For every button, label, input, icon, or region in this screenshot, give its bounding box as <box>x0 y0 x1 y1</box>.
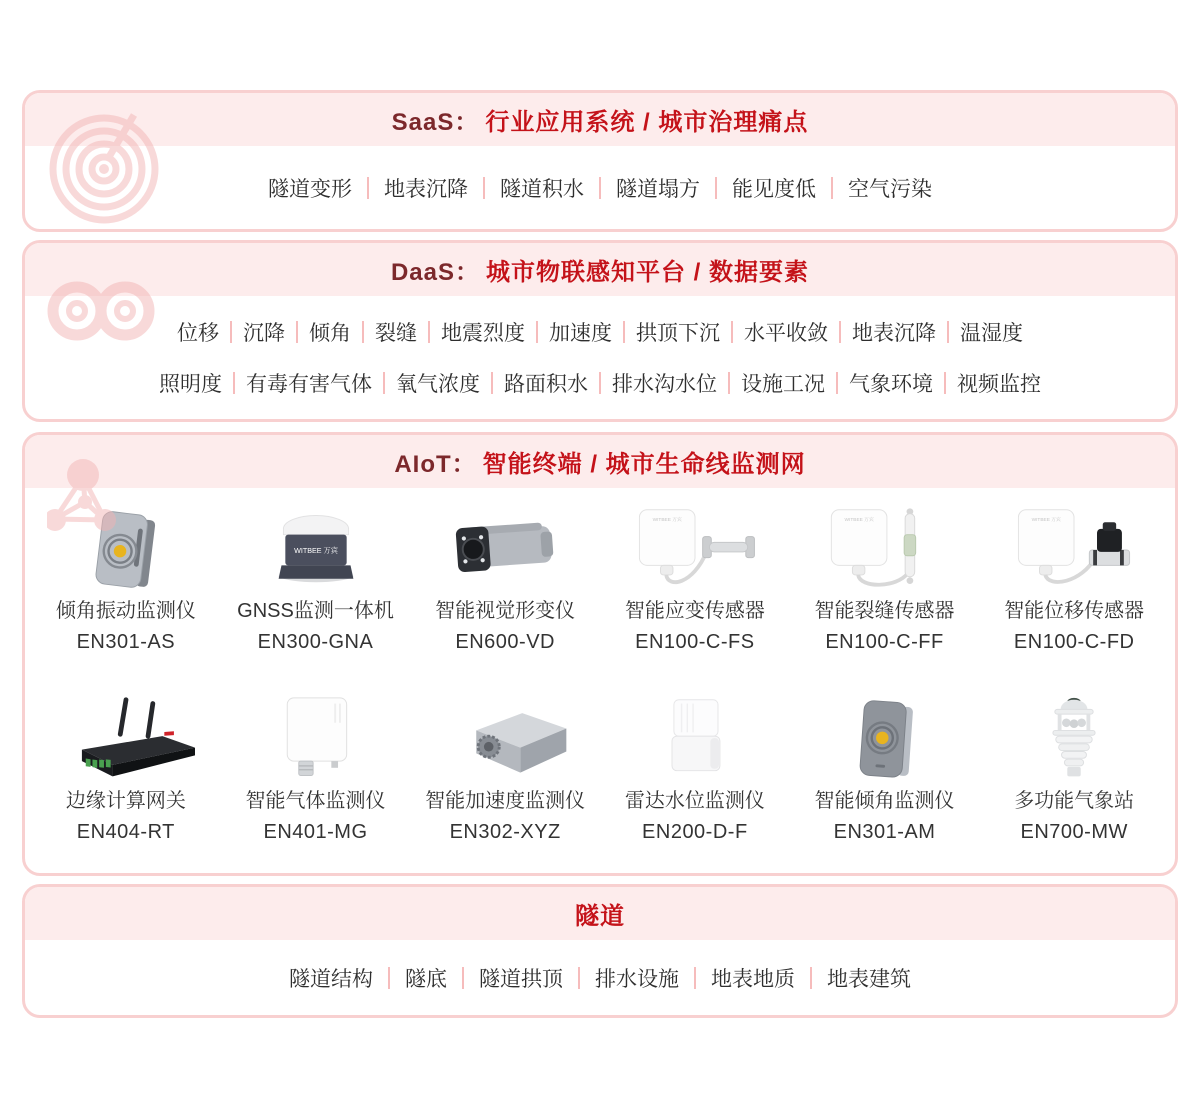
product-name: 多功能气象站 <box>1014 790 1135 812</box>
data-element-item: 加速度 <box>549 322 612 345</box>
product-name: 倾角振动监测仪 <box>55 600 196 622</box>
product-model: EN600-VD <box>455 631 555 653</box>
product-name: 智能应变传感器 <box>624 600 765 622</box>
daas-header-band <box>25 243 1175 296</box>
data-element-item: 拱顶下沉 <box>636 322 720 345</box>
pain-point-item: 隧道积水 <box>500 177 584 201</box>
aiot-title-prefix: AIoT： <box>394 451 477 478</box>
aiot-header-band <box>25 435 1175 488</box>
saas-title <box>392 102 809 137</box>
product-model: EN100-C-FF <box>825 631 944 653</box>
product-card <box>979 502 1169 658</box>
pain-point-item: 能见度低 <box>732 177 816 201</box>
product-model: EN200-D-F <box>642 821 748 843</box>
product-name: 智能倾角监测仪 <box>814 790 955 812</box>
section-aiot <box>22 432 1178 876</box>
data-element-item: 照明度 <box>159 373 222 396</box>
pain-point-item: 隧道塌方 <box>616 177 700 201</box>
data-element-item: 排水沟水位 <box>612 373 717 396</box>
tilt-vibration-monitor-image <box>31 502 221 596</box>
daas-title-prefix: DaaS： <box>390 259 481 286</box>
saas-header-band <box>25 93 1175 146</box>
data-element-item: 气象环境 <box>849 373 933 396</box>
product-card <box>600 502 790 658</box>
data-element-item: 地震烈度 <box>441 322 525 345</box>
product-name: 智能位移传感器 <box>1004 600 1145 622</box>
aiot-product-row-2 <box>25 692 1175 848</box>
brand-label: WITBEE 万宾 <box>844 518 874 524</box>
product-model: EN301-AM <box>833 821 936 843</box>
data-element-item: 路面积水 <box>504 373 588 396</box>
data-element-item: 裂缝 <box>375 322 417 345</box>
product-name: 智能加速度监测仪 <box>425 790 586 812</box>
data-element-item: 沉降 <box>243 322 285 345</box>
acceleration-monitor-image <box>410 692 600 786</box>
data-element-item: 水平收敛 <box>744 322 828 345</box>
product-card <box>979 692 1169 848</box>
data-element-item: 位移 <box>177 322 219 345</box>
displacement-sensor-image <box>979 502 1169 596</box>
tunnel-part-item: 隧道拱顶 <box>479 967 563 991</box>
data-element-item: 温湿度 <box>960 322 1023 345</box>
pain-point-item: 隧道变形 <box>268 177 352 201</box>
section-tunnel <box>22 884 1178 1018</box>
product-card <box>410 692 600 848</box>
pain-point-item: 空气污染 <box>848 177 932 201</box>
tunnel-part-item: 排水设施 <box>595 967 679 991</box>
brand-label: WITBEE 万宾 <box>293 546 338 555</box>
section-saas <box>22 90 1178 232</box>
product-name: 智能视觉形变仪 <box>435 600 576 622</box>
data-element-item: 地表沉降 <box>852 322 936 345</box>
product-card <box>790 692 980 848</box>
product-name: 雷达水位监测仪 <box>624 790 765 812</box>
tunnel-items <box>25 963 1175 993</box>
product-model: EN404-RT <box>76 821 175 843</box>
tunnel-part-item: 隧道结构 <box>289 967 373 991</box>
product-card <box>790 502 980 658</box>
aiot-title-text: 智能终端 / 城市生命线监测网 <box>482 451 806 478</box>
visual-deformation-camera-image <box>410 502 600 596</box>
tunnel-part-item: 隧底 <box>405 967 447 991</box>
product-card <box>31 502 221 658</box>
product-name: 智能气体监测仪 <box>245 790 386 812</box>
tunnel-part-item: 地表地质 <box>711 967 795 991</box>
strain-sensor-image <box>600 502 790 596</box>
daas-title-text: 城市物联感知平台 / 数据要素 <box>486 259 810 286</box>
weather-station-image <box>979 692 1169 786</box>
daas-items-row-2 <box>25 368 1175 398</box>
tunnel-title-text: 隧道 <box>575 903 625 930</box>
product-model: EN700-MW <box>1020 821 1128 843</box>
product-card <box>410 502 600 658</box>
product-card <box>221 502 411 658</box>
saas-title-text: 行业应用系统 / 城市治理痛点 <box>485 109 809 136</box>
section-daas <box>22 240 1178 422</box>
product-card <box>31 692 221 848</box>
product-model: EN300-GNA <box>257 631 374 653</box>
data-element-item: 有毒有害气体 <box>246 373 372 396</box>
aiot-title <box>394 444 805 479</box>
brand-label: WITBEE 万宾 <box>652 518 682 524</box>
aiot-product-row-1 <box>25 502 1175 658</box>
product-card <box>221 692 411 848</box>
tunnel-header-band <box>25 887 1175 940</box>
pain-point-item: 地表沉降 <box>384 177 468 201</box>
data-element-item: 倾角 <box>309 322 351 345</box>
product-card <box>600 692 790 848</box>
data-element-item: 氧气浓度 <box>396 373 480 396</box>
product-name: GNSS监测一体机 <box>237 600 394 622</box>
saas-title-prefix: SaaS： <box>391 109 480 136</box>
data-element-item: 视频监控 <box>957 373 1041 396</box>
crack-sensor-image <box>790 502 980 596</box>
saas-items <box>25 173 1175 203</box>
daas-title <box>391 252 809 287</box>
brand-label: WITBEE 万宾 <box>1031 518 1062 524</box>
product-model: EN401-MG <box>263 821 368 843</box>
product-model: EN302-XYZ <box>449 821 561 843</box>
gnss-monitor-image <box>221 502 411 596</box>
product-model: EN301-AS <box>76 631 176 653</box>
tilt-monitor-image <box>790 692 980 786</box>
tunnel-title <box>575 896 625 931</box>
edge-gateway-image <box>31 692 221 786</box>
gas-monitor-image <box>221 692 411 786</box>
tunnel-part-item: 地表建筑 <box>827 967 911 991</box>
daas-items-row-1 <box>25 317 1175 347</box>
product-model: EN100-C-FD <box>1013 631 1135 653</box>
data-element-item: 设施工况 <box>741 373 825 396</box>
product-name: 智能裂缝传感器 <box>814 600 955 622</box>
product-model: EN100-C-FS <box>635 631 755 653</box>
product-name: 边缘计算网关 <box>65 790 186 812</box>
radar-water-level-image <box>600 692 790 786</box>
